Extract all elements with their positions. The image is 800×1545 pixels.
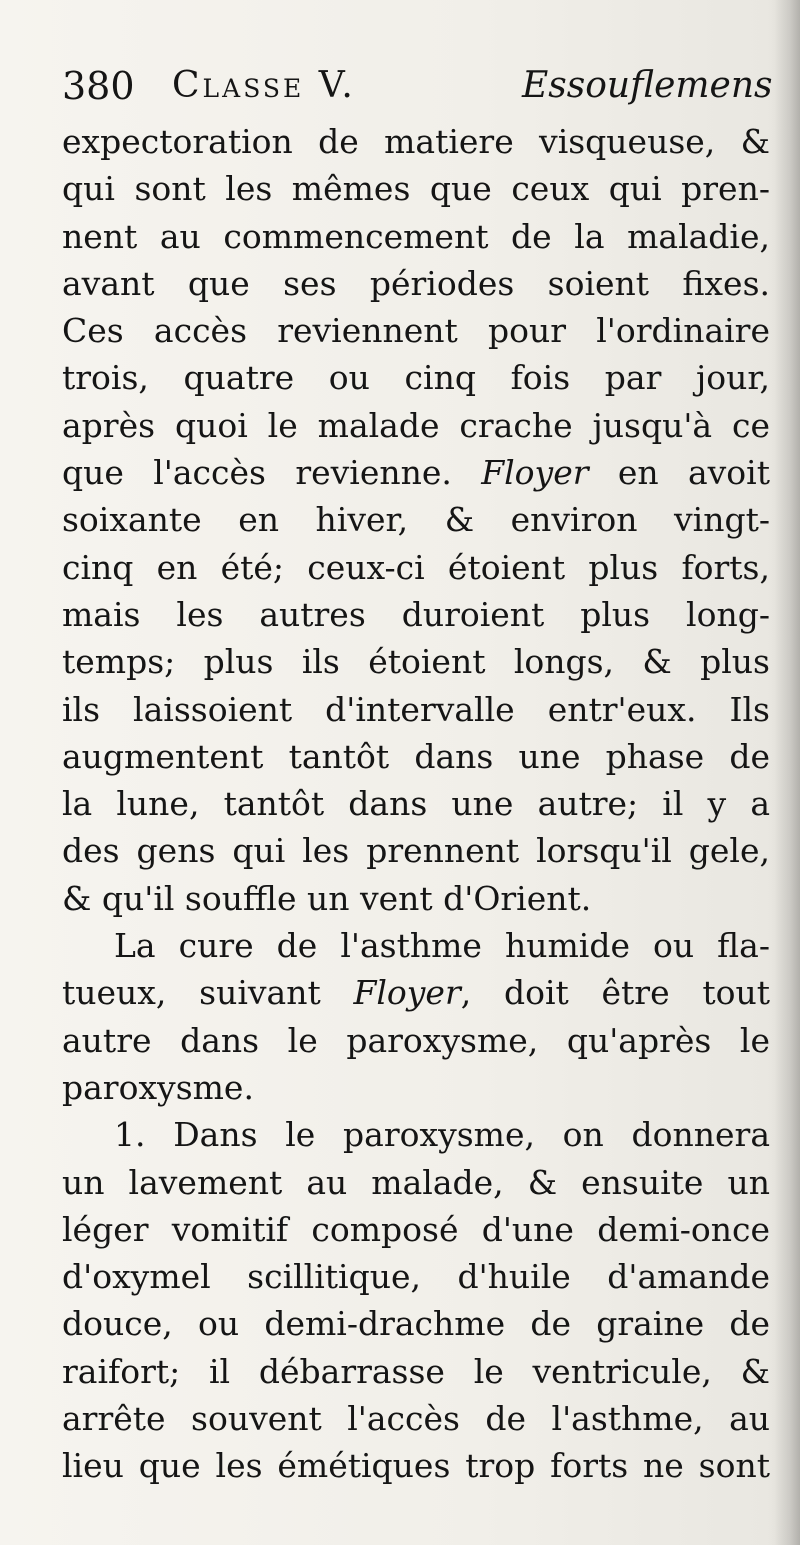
author-name: Floyer (481, 453, 589, 493)
text-line: avant que ses périodes soient fixes. (62, 263, 770, 303)
page-gutter-shadow (774, 0, 800, 1545)
text-fragment: tueux, suivant (62, 973, 321, 1013)
text-line: autre dans le paroxysme, qu'après le (62, 1020, 770, 1060)
text-line: lieu que les émétiques trop forts ne sont (62, 1446, 770, 1486)
text-fragment: , doit être tout (460, 973, 770, 1013)
text-line: mais les autres duroient plus long- (62, 594, 770, 634)
text-line: qui sont les mêmes que ceux qui pren- (62, 169, 770, 209)
text-line: temps; plus ils étoient longs, & plus (62, 642, 770, 682)
text-line (62, 969, 770, 1016)
text-line (62, 449, 770, 496)
text-fragment: en avoit (617, 453, 770, 493)
text-line: & qu'il souffle un vent d'Orient. (62, 878, 592, 918)
text-line: Ces accès reviennent pour l'ordinaire (62, 311, 770, 351)
text-line: soixante en hiver, & environ vingt- (62, 500, 770, 540)
body-text (62, 118, 770, 1490)
text-line: paroxysme. (62, 1067, 254, 1107)
text-line: la lune, tantôt dans une autre; il y a (62, 784, 770, 824)
text-line: après quoi le malade crache jusqu'à ce (62, 405, 770, 445)
text-line: léger vomitif composé d'une demi-once (62, 1209, 770, 1249)
text-line: ils laissoient d'intervalle entr'eux. Ils (62, 689, 770, 729)
text-line: augmentent tantôt dans une phase de (62, 736, 770, 776)
text-line: un lavement au malade, & ensuite un (62, 1162, 770, 1202)
text-line: trois, quatre ou cinq fois par jour, (62, 358, 770, 398)
author-name: Floyer (353, 973, 461, 1013)
running-head (62, 62, 773, 110)
text-line: La cure de l'asthme humide ou fla- (114, 926, 770, 966)
text-line: 1. Dans le paroxysme, on donnera (114, 1115, 770, 1155)
text-fragment: que l'accès revienne. (62, 453, 452, 493)
text-line: douce, ou demi-drachme de graine de (62, 1304, 770, 1344)
text-line: arrête souvent l'accès de l'asthme, au (62, 1399, 770, 1439)
page-number: 380 (62, 64, 135, 108)
text-line: expectoration de matiere visqueuse, & (62, 122, 770, 161)
text-line: cinq en été; ceux-ci étoient plus forts, (62, 547, 770, 587)
text-line: des gens qui les prennent lorsqu'il gele, (62, 831, 770, 871)
class-label: Classe V. (172, 65, 356, 106)
text-line: raifort; il débarrasse le ventricule, & (62, 1351, 770, 1391)
text-line: d'oxymel scillitique, d'huile d'amande (62, 1257, 770, 1297)
text-line: nent au commencement de la maladie, (62, 216, 770, 256)
running-title: Essouflemens (522, 65, 773, 106)
